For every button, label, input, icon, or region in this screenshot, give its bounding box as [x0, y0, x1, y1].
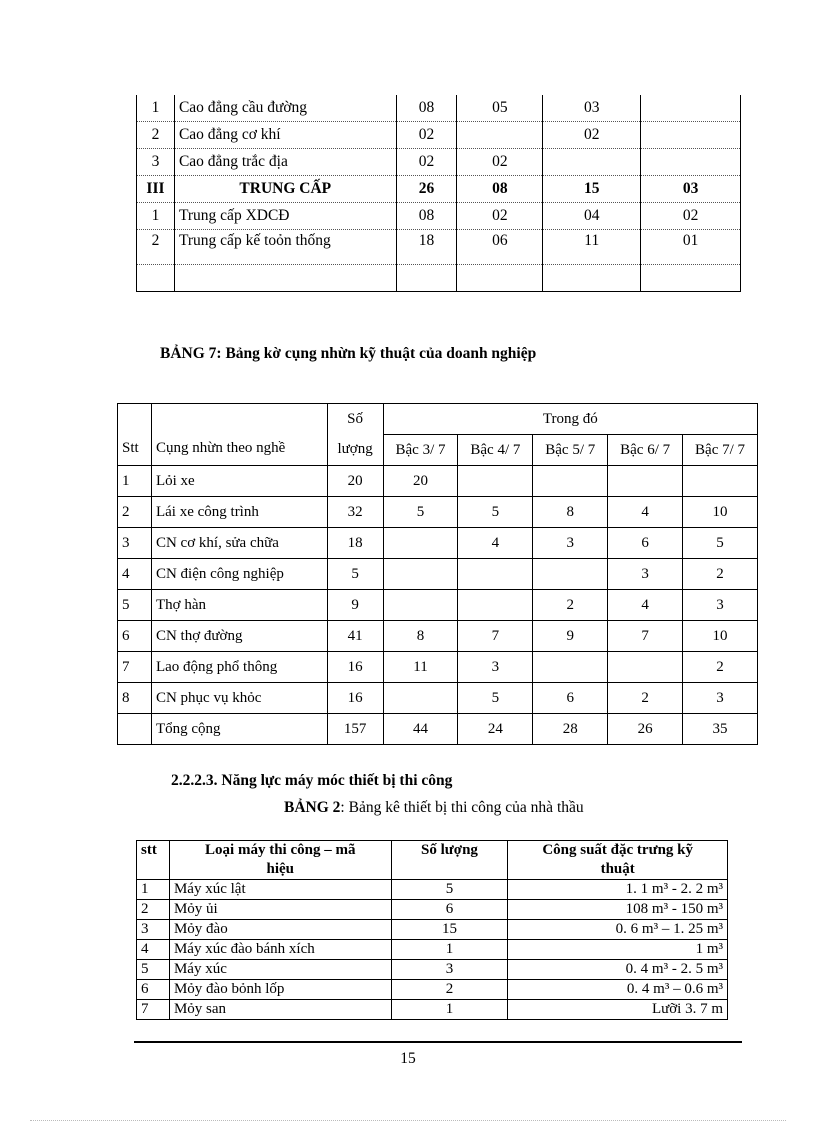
- row-level-5: [533, 466, 608, 497]
- row-stt: 1: [118, 466, 152, 497]
- table-row: [118, 714, 758, 745]
- row-power: 0. 6 m³ – 1. 25 m³: [508, 920, 728, 940]
- table-row: [118, 497, 758, 528]
- row-quantity: 32: [327, 497, 383, 528]
- row-level-5: 28: [533, 714, 608, 745]
- row-level-3: [383, 528, 458, 559]
- row-level-6: 2: [608, 683, 683, 714]
- row-level-7: 2: [683, 652, 758, 683]
- row-quantity: 20: [327, 466, 383, 497]
- row-power: 108 m³ - 150 m³: [508, 900, 728, 920]
- row-power: 1. 1 m³ - 2. 2 m³: [508, 880, 728, 900]
- row-stt: [137, 265, 175, 292]
- row-level-4: 4: [458, 528, 533, 559]
- row-trade: Thợ hàn: [151, 590, 327, 621]
- table-row: [137, 920, 728, 940]
- table-row: [137, 1000, 728, 1020]
- row-name: Trung cấp kế toỏn thống: [174, 230, 396, 265]
- row-level-7: 2: [683, 559, 758, 590]
- row-level-3: 44: [383, 714, 458, 745]
- row-value: 04: [543, 203, 641, 230]
- header-qty-top: Số: [327, 404, 383, 435]
- table-row: [137, 203, 741, 230]
- row-level-5: [533, 652, 608, 683]
- row-value: 08: [396, 203, 457, 230]
- row-level-6: 7: [608, 621, 683, 652]
- row-level-3: 20: [383, 466, 458, 497]
- header-stt: Stt: [118, 404, 152, 466]
- row-trade: Lái xe công trình: [151, 497, 327, 528]
- table-row: [137, 95, 741, 122]
- row-level-4: 5: [458, 497, 533, 528]
- row-level-6: 26: [608, 714, 683, 745]
- row-stt: 7: [137, 1000, 170, 1020]
- header-level-3: Bậc 3/ 7: [383, 435, 458, 466]
- row-machine-type: Mỏy san: [169, 1000, 391, 1020]
- table-row: [137, 980, 728, 1000]
- row-value: [457, 122, 543, 149]
- row-value: 06: [457, 230, 543, 265]
- row-stt: 5: [137, 960, 170, 980]
- page-number: 15: [400, 1050, 416, 1067]
- row-machine-type: Máy xúc: [169, 960, 391, 980]
- table2-caption-label: BẢNG 2: [284, 799, 341, 816]
- row-value: 15: [543, 176, 641, 203]
- row-level-4: 3: [458, 652, 533, 683]
- header-level-4: Bậc 4/ 7: [458, 435, 533, 466]
- row-level-3: [383, 683, 458, 714]
- row-level-4: 24: [458, 714, 533, 745]
- table-row: [137, 149, 741, 176]
- row-name: [174, 265, 396, 292]
- row-quantity: 157: [327, 714, 383, 745]
- row-value: 01: [641, 230, 741, 265]
- row-value: 08: [396, 95, 457, 122]
- header-machine-type-line2: hiệu: [266, 861, 295, 877]
- row-stt: 2: [137, 230, 175, 265]
- row-value: 08: [457, 176, 543, 203]
- row-trade: Lỏi xe: [151, 466, 327, 497]
- row-stt: 5: [118, 590, 152, 621]
- row-value: 02: [543, 122, 641, 149]
- table-row: [137, 122, 741, 149]
- row-value: [641, 265, 741, 292]
- row-level-5: 2: [533, 590, 608, 621]
- row-level-4: 5: [458, 683, 533, 714]
- row-value: [641, 95, 741, 122]
- header-level-5: Bậc 5/ 7: [533, 435, 608, 466]
- row-value: [457, 265, 543, 292]
- row-name: Cao đẳng cơ khí: [174, 122, 396, 149]
- header-level-6: Bậc 6/ 7: [608, 435, 683, 466]
- row-machine-type: Máy xúc đào bánh xích: [169, 940, 391, 960]
- row-machine-type: Máy xúc lật: [169, 880, 391, 900]
- row-level-6: 4: [608, 497, 683, 528]
- row-level-7: [683, 466, 758, 497]
- row-power: 1 m³: [508, 940, 728, 960]
- row-power: 0. 4 m³ – 0.6 m³: [508, 980, 728, 1000]
- row-value: [641, 122, 741, 149]
- row-value: [396, 265, 457, 292]
- row-quantity: 41: [327, 621, 383, 652]
- table-row: [137, 880, 728, 900]
- row-stt: [118, 714, 152, 745]
- table-row: [118, 621, 758, 652]
- row-level-3: 5: [383, 497, 458, 528]
- section-heading: 2.2.2.3. Năng lực máy móc thiết bị thi công: [171, 772, 453, 789]
- row-level-6: 3: [608, 559, 683, 590]
- row-quantity: 2: [391, 980, 508, 1000]
- row-stt: 1: [137, 95, 175, 122]
- row-quantity: 3: [391, 960, 508, 980]
- row-value: 02: [641, 203, 741, 230]
- header-quantity: Số lượng: [391, 841, 508, 880]
- row-quantity: 1: [391, 940, 508, 960]
- row-name: Cao đẳng cầu đường: [174, 95, 396, 122]
- row-level-4: [458, 590, 533, 621]
- table-row: [137, 265, 741, 292]
- header-machine-type-line1: Loại máy thi công – mã: [205, 842, 356, 858]
- row-value: 02: [396, 149, 457, 176]
- row-trade: Lao động phổ thông: [151, 652, 327, 683]
- table-row: [118, 590, 758, 621]
- header-worker-trade: Cụng nhừn theo nghề: [151, 404, 327, 466]
- row-trade: CN thợ đường: [151, 621, 327, 652]
- row-name: Cao đẳng trắc địa: [174, 149, 396, 176]
- row-stt: 4: [137, 940, 170, 960]
- row-value: 18: [396, 230, 457, 265]
- row-level-5: 8: [533, 497, 608, 528]
- technical-workers-table: [117, 403, 758, 745]
- row-level-5: 9: [533, 621, 608, 652]
- header-qty-bottom: lượng: [327, 435, 383, 466]
- row-level-5: 6: [533, 683, 608, 714]
- table-row: [118, 559, 758, 590]
- row-stt: 4: [118, 559, 152, 590]
- row-level-3: [383, 559, 458, 590]
- row-level-4: 7: [458, 621, 533, 652]
- header-stt: stt: [137, 841, 170, 880]
- row-stt: 1: [137, 203, 175, 230]
- row-value: [543, 265, 641, 292]
- row-machine-type: Mỏy đào: [169, 920, 391, 940]
- row-level-7: 5: [683, 528, 758, 559]
- row-stt: 1: [137, 880, 170, 900]
- table-row: [137, 900, 728, 920]
- row-level-6: 6: [608, 528, 683, 559]
- row-level-7: 3: [683, 683, 758, 714]
- row-level-5: 3: [533, 528, 608, 559]
- equipment-table: [136, 840, 728, 1020]
- header-machine-type: [169, 841, 391, 880]
- row-stt: 2: [118, 497, 152, 528]
- row-level-3: [383, 590, 458, 621]
- row-level-6: [608, 466, 683, 497]
- header-level-7: Bậc 7/ 7: [683, 435, 758, 466]
- row-level-4: [458, 466, 533, 497]
- personnel-table-continued: [136, 95, 741, 292]
- row-quantity: 18: [327, 528, 383, 559]
- row-trade: CN điện công nghiệp: [151, 559, 327, 590]
- row-quantity: 1: [391, 1000, 508, 1020]
- table-row: [118, 528, 758, 559]
- row-trade: CN phục vụ khỏc: [151, 683, 327, 714]
- row-power: 0. 4 m³ - 2. 5 m³: [508, 960, 728, 980]
- row-value: 02: [457, 203, 543, 230]
- row-value: 02: [396, 122, 457, 149]
- row-level-3: 8: [383, 621, 458, 652]
- row-quantity: 16: [327, 652, 383, 683]
- table-row: [137, 940, 728, 960]
- row-power: Lưỡi 3. 7 m: [508, 1000, 728, 1020]
- table-row: [118, 683, 758, 714]
- row-name: TRUNG CẤP: [174, 176, 396, 203]
- row-level-5: [533, 559, 608, 590]
- table-row: [137, 960, 728, 980]
- row-quantity: 5: [327, 559, 383, 590]
- row-quantity: 15: [391, 920, 508, 940]
- row-stt: 8: [118, 683, 152, 714]
- row-level-7: 10: [683, 497, 758, 528]
- row-value: [641, 149, 741, 176]
- table2-caption-text: : Bảng kê thiết bị thi công của nhà thầu: [340, 799, 584, 816]
- row-stt: 2: [137, 122, 175, 149]
- row-level-6: 4: [608, 590, 683, 621]
- table-row: [118, 466, 758, 497]
- row-value: 03: [543, 95, 641, 122]
- row-level-3: 11: [383, 652, 458, 683]
- row-trade: Tổng cộng: [151, 714, 327, 745]
- table7-caption: BẢNG 7: Bảng kờ cụng nhừn kỹ thuật của doanh nghiệp: [160, 345, 537, 362]
- table-row: [137, 230, 741, 265]
- row-quantity: 16: [327, 683, 383, 714]
- table2-caption: [284, 799, 584, 817]
- row-stt: 6: [137, 980, 170, 1000]
- row-stt: 3: [118, 528, 152, 559]
- row-quantity: 6: [391, 900, 508, 920]
- row-level-6: [608, 652, 683, 683]
- row-value: 26: [396, 176, 457, 203]
- row-value: 03: [641, 176, 741, 203]
- row-value: [543, 149, 641, 176]
- row-trade: CN cơ khí, sửa chữa: [151, 528, 327, 559]
- row-stt: 3: [137, 920, 170, 940]
- row-name: Trung cấp XDCĐ: [174, 203, 396, 230]
- row-value: 11: [543, 230, 641, 265]
- table-row: [118, 652, 758, 683]
- header-group: Trong đó: [383, 404, 757, 435]
- row-stt: 3: [137, 149, 175, 176]
- header-power: [508, 841, 728, 880]
- table-row: [137, 176, 741, 203]
- row-level-7: 3: [683, 590, 758, 621]
- row-stt: 6: [118, 621, 152, 652]
- row-value: 02: [457, 149, 543, 176]
- row-stt: 2: [137, 900, 170, 920]
- header-power-line2: thuật: [600, 861, 635, 877]
- row-stt: 7: [118, 652, 152, 683]
- row-stt: III: [137, 176, 175, 203]
- row-quantity: 9: [327, 590, 383, 621]
- bottom-dotted-line: [30, 1120, 786, 1121]
- footer-rule: [134, 1041, 742, 1043]
- row-level-4: [458, 559, 533, 590]
- row-quantity: 5: [391, 880, 508, 900]
- row-machine-type: Mỏy ủi: [169, 900, 391, 920]
- header-power-line1: Công suất đặc trưng kỹ: [542, 842, 694, 858]
- row-value: 05: [457, 95, 543, 122]
- row-level-7: 10: [683, 621, 758, 652]
- row-machine-type: Mỏy đào bỏnh lốp: [169, 980, 391, 1000]
- row-level-7: 35: [683, 714, 758, 745]
